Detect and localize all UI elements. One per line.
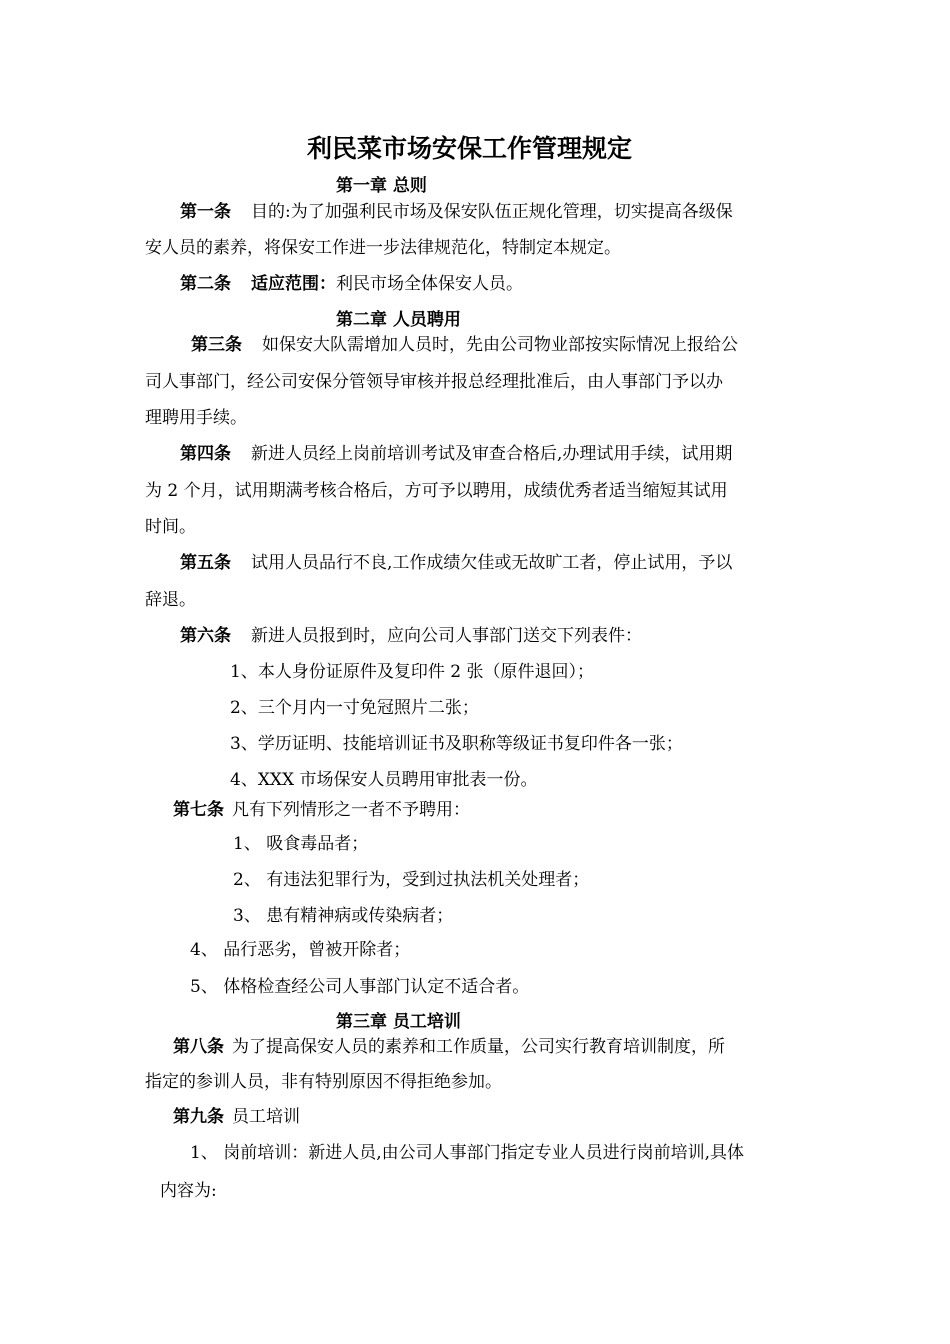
article-6-item: 2、三个月内一寸免冠照片二张； <box>230 698 479 718</box>
article-4-line-1 <box>180 444 732 464</box>
article-7-item: 3、 患有精神病或传染病者； <box>233 906 454 926</box>
article-8-text: 为了提高保安人员的素养和工作质量，公司实行教育培训制度，所 <box>232 1037 725 1057</box>
article-9-label: 第九条 <box>173 1107 224 1127</box>
article-8-label: 第八条 <box>173 1037 224 1057</box>
article-4-text: 新进人员经上岗前培训考试及审查合格后,办理试用手续，试用期 <box>251 444 733 464</box>
article-2-label: 第二条 <box>180 274 231 294</box>
article-6-line-1 <box>180 626 642 646</box>
article-7-line-1 <box>173 800 470 820</box>
article-3-line-2: 司人事部门，经公司安保分管领导审核并报总经理批准后，由人事部门予以办 <box>145 372 723 392</box>
article-9-item-1-line-2: 内容为: <box>160 1181 217 1201</box>
article-7-item: 1、 吸食毒品者； <box>233 834 369 854</box>
article-8-line-1 <box>173 1037 725 1057</box>
article-6-label: 第六条 <box>180 626 231 646</box>
article-6-item: 3、学历证明、技能培训证书及职称等级证书复印件各一张； <box>230 734 683 754</box>
article-1-line-2: 安人员的素养，将保安工作进一步法律规范化，特制定本规定。 <box>145 238 621 258</box>
article-5-line-2: 辞退。 <box>145 590 196 610</box>
article-5-line-1 <box>180 553 732 573</box>
article-7-item: 5、 体格检查经公司人事部门认定不适合者。 <box>190 977 530 997</box>
article-2-line <box>180 274 523 294</box>
article-7-item: 2、 有违法犯罪行为，受到过执法机关处理者； <box>233 870 590 890</box>
chapter-3-heading: 第三章 员工培训 <box>336 1012 461 1032</box>
article-3-label: 第三条 <box>191 335 242 355</box>
article-8-line-2: 指定的参训人员，非有特别原因不得拒绝参加。 <box>145 1072 502 1092</box>
chapter-2-heading: 第二章 人员聘用 <box>336 310 461 330</box>
article-4-line-3: 时间。 <box>145 517 196 537</box>
article-6-item: 1、本人身份证原件及复印件 2 张（原件退回）； <box>230 662 594 682</box>
chapter-1-heading: 第一章 总则 <box>336 176 427 196</box>
article-4-label: 第四条 <box>180 444 231 464</box>
article-4-line-2: 为 2 个月，试用期满考核合格后，方可予以聘用，成绩优秀者适当缩短其试用 <box>145 481 728 501</box>
article-2-scope-label: 适应范围： <box>251 274 336 294</box>
article-3-line-3: 理聘用手续。 <box>145 408 247 428</box>
document-title: 利民菜市场安保工作管理规定 <box>307 134 633 163</box>
article-1-label: 第一条 <box>180 202 231 222</box>
article-9-text: 员工培训 <box>232 1107 300 1127</box>
article-6-item: 4、XXX 市场保安人员聘用审批表一份。 <box>230 770 538 790</box>
article-1-line-1 <box>180 202 733 222</box>
article-7-text: 凡有下列情形之一者不予聘用： <box>232 800 470 820</box>
article-2-text: 利民市场全体保安人员。 <box>336 274 523 294</box>
article-7-item: 4、 品行恶劣，曾被开除者； <box>190 940 411 960</box>
article-5-label: 第五条 <box>180 553 231 573</box>
article-9-item-1-line-1: 1、 岗前培训：新进人员,由公司人事部门指定专业人员进行岗前培训,具体 <box>190 1143 745 1163</box>
article-1-text: 目的:为了加强利民市场及保安队伍正规化管理，切实提高各级保 <box>251 202 733 222</box>
article-6-text: 新进人员报到时，应向公司人事部门送交下列表件： <box>251 626 642 646</box>
article-3-line-1 <box>191 335 738 355</box>
article-9-line-1 <box>173 1107 300 1127</box>
article-3-text: 如保安大队需增加人员时，先由公司物业部按实际情况上报给公 <box>262 335 738 355</box>
article-7-label: 第七条 <box>173 800 224 820</box>
article-5-text: 试用人员品行不良,工作成绩欠佳或无故旷工者，停止试用，予以 <box>251 553 733 573</box>
